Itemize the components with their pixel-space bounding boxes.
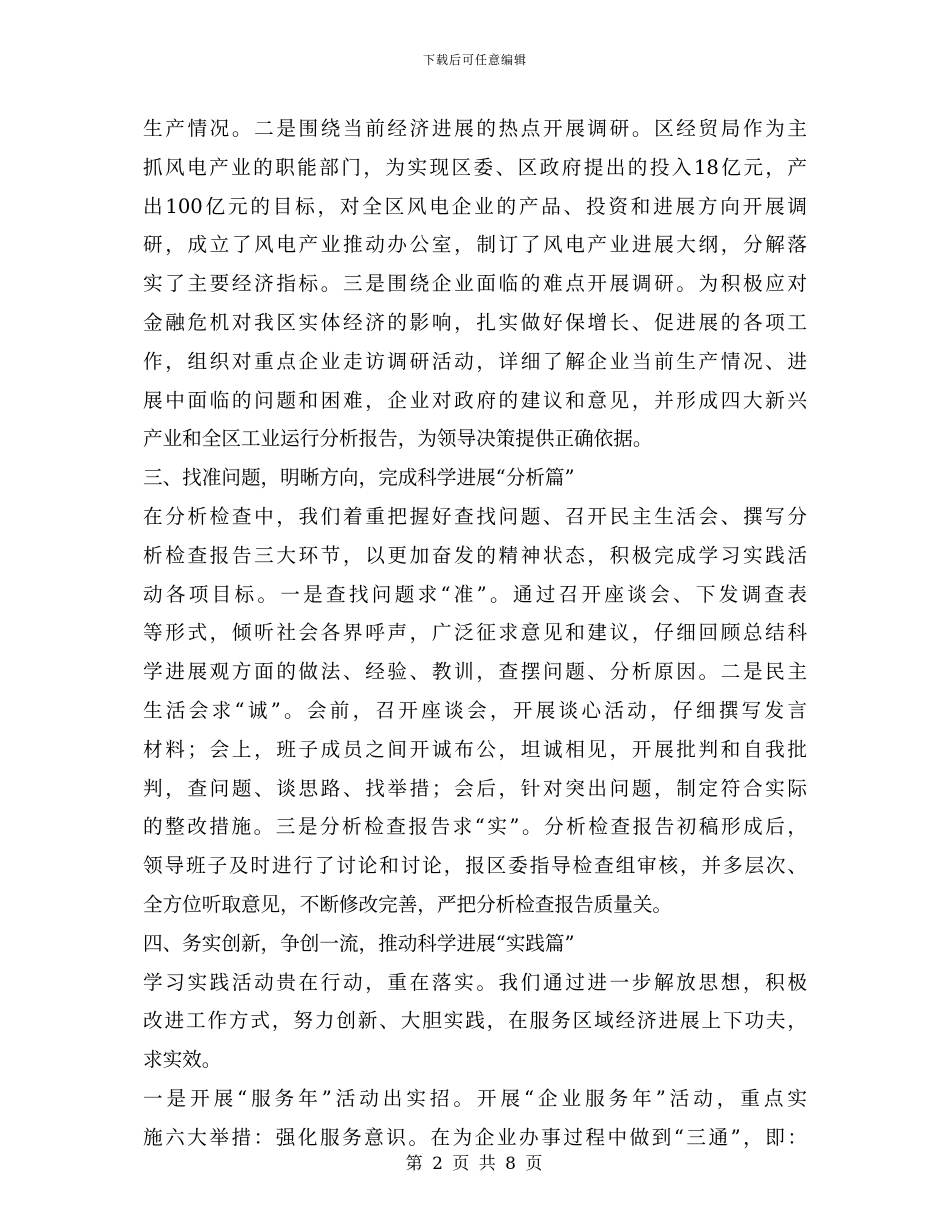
body-line: 实了主要经济指标。三是围绕企业面临的难点开展调研。为积极应对 bbox=[143, 272, 807, 296]
section-heading: 四、务实创新，争创一流，推动科学进展“实践篇” bbox=[143, 931, 575, 955]
body-line: 动各项目标。一是查找问题求“准”。通过召开座谈会、下发调查表 bbox=[143, 582, 807, 606]
body-line: 展中面临的问题和困难，企业对政府的建议和意见，并形成四大新兴 bbox=[143, 388, 807, 412]
body-line: 改进工作方式，努力创新、大胆实践，在服务区域经济进展上下功夫， bbox=[143, 1009, 807, 1033]
body-line: 学习实践活动贵在行动，重在落实。我们通过进一步解放思想，积极 bbox=[143, 970, 807, 994]
body-line: 在分析检查中，我们着重把握好查找问题、召开民主生活会、撰写分 bbox=[143, 504, 807, 528]
body-line: 的整改措施。三是分析检查报告求“实”。分析检查报告初稿形成后， bbox=[143, 815, 807, 839]
page-header: 下载后可任意编辑 bbox=[422, 53, 527, 67]
document-body bbox=[143, 110, 807, 1158]
body-line: 产业和全区工业运行分析报告，为领导决策提供正确依据。 bbox=[143, 427, 653, 451]
page-number-footer: 第 2 页 共 8 页 bbox=[405, 1154, 545, 1174]
section-heading: 三、找准问题，明晰方向，完成科学进展“分析篇” bbox=[143, 466, 575, 490]
body-line: 领导班子及时进行了讨论和讨论，报区委指导检查组审核，并多层次、 bbox=[143, 854, 807, 878]
body-line: 析检查报告三大环节，以更加奋发的精神状态，积极完成学习实践活 bbox=[143, 543, 807, 567]
body-line: 等形式，倾听社会各界呼声，广泛征求意见和建议，仔细回顾总结科 bbox=[143, 621, 807, 645]
body-line: 材料；会上，班子成员之间开诚布公，坦诚相见，开展批判和自我批 bbox=[143, 737, 807, 761]
body-line: 生产情况。二是围绕当前经济进展的热点开展调研。区经贸局作为主 bbox=[143, 117, 807, 140]
body-line: 全方位听取意见，不断修改完善，严把分析检查报告质量关。 bbox=[143, 892, 673, 916]
body-line: 出100亿元的目标，对全区风电企业的产品、投资和进展方向开展调 bbox=[143, 194, 807, 218]
body-line: 施六大举措：强化服务意识。在为企业办事过程中做到“三通”，即： bbox=[143, 1125, 807, 1149]
body-line: 抓风电产业的职能部门，为实现区委、区政府提出的投入18亿元，产 bbox=[143, 155, 807, 179]
body-line: 求实效。 bbox=[143, 1048, 222, 1072]
body-line: 学进展观方面的做法、经验、教训，查摆问题、分析原因。二是民主 bbox=[143, 660, 807, 684]
body-line: 生活会求“诚”。会前，召开座谈会，开展谈心活动，仔细撰写发言 bbox=[143, 698, 807, 722]
body-line: 研，成立了风电产业推动办公室，制订了风电产业进展大纲，分解落 bbox=[143, 233, 807, 257]
body-line: 一是开展“服务年”活动出实招。开展“企业服务年”活动，重点实 bbox=[143, 1086, 807, 1110]
body-line: 金融危机对我区实体经济的影响，扎实做好保增长、促进展的各项工 bbox=[143, 310, 807, 334]
body-line: 判，查问题、谈思路、找举措；会后，针对突出问题，制定符合实际 bbox=[143, 776, 807, 800]
body-line: 作，组织对重点企业走访调研活动，详细了解企业当前生产情况、进 bbox=[143, 349, 807, 373]
